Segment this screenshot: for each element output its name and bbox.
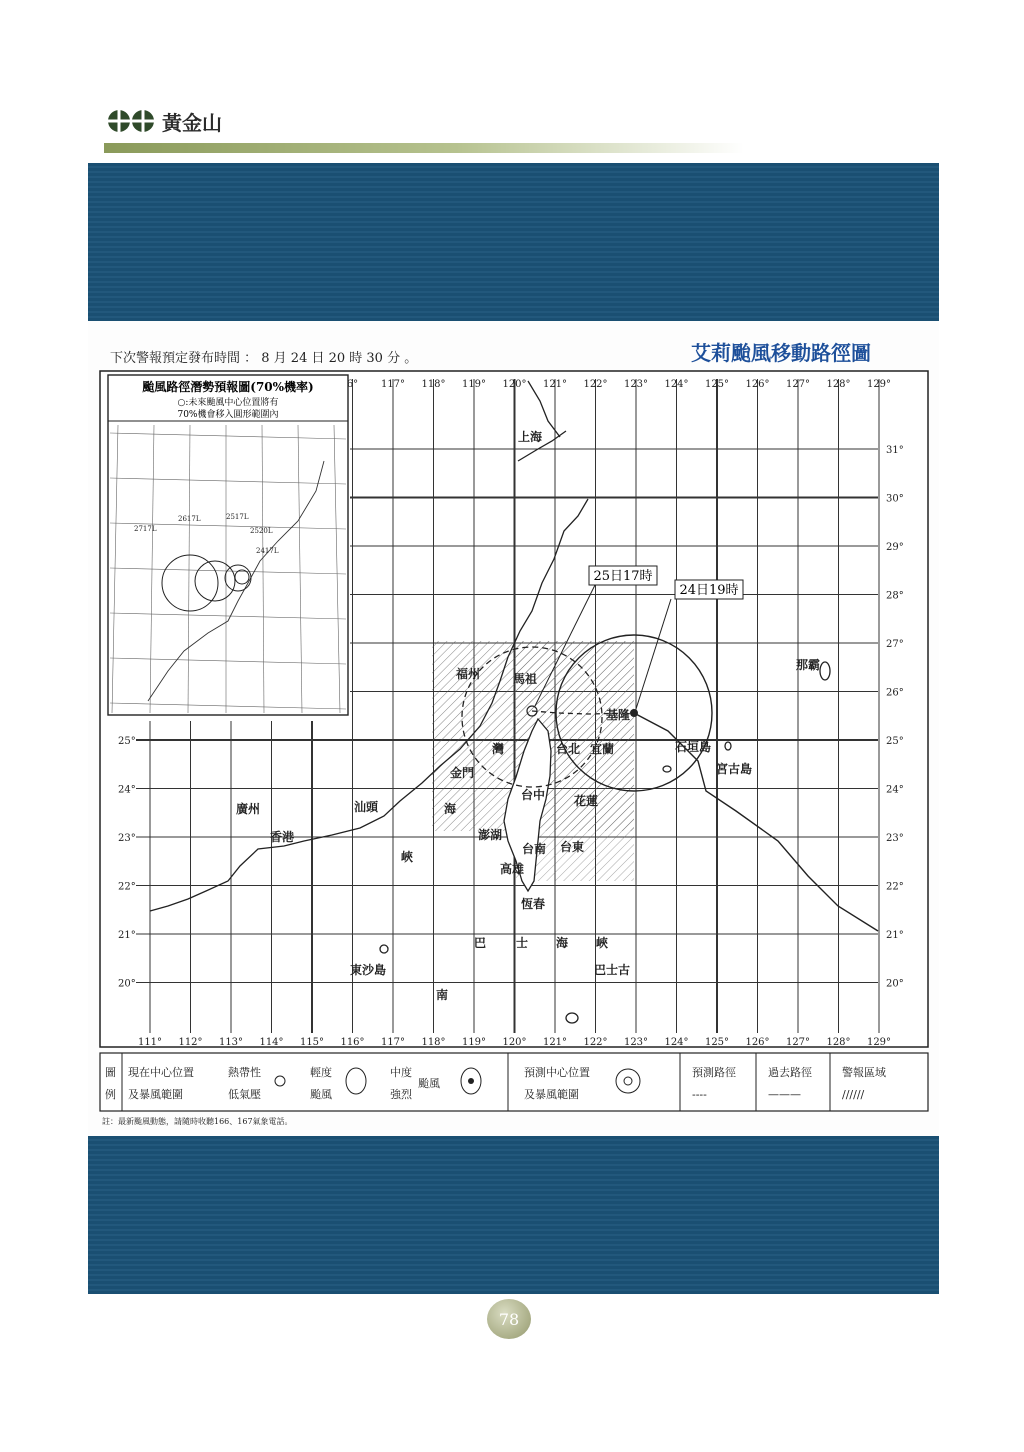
bottom-lon-label: 117° [380, 1037, 406, 1048]
label-bashi-1: 巴 [474, 936, 487, 950]
top-lon-label: 128° [826, 379, 851, 390]
page-number-badge [487, 1299, 531, 1339]
legend-tropical-1: 熱帶性 [228, 1066, 261, 1079]
legend-past-path: 過去路徑 [768, 1066, 812, 1079]
top-lon-label: 119° [461, 379, 487, 390]
place-hongkong: 香港 [270, 830, 295, 844]
place-taichung: 台中 [521, 788, 546, 802]
right-lat-label: 31° [886, 445, 904, 456]
right-lat-label: 26° [886, 687, 904, 699]
map-legend [100, 1053, 928, 1111]
bottom-lon-label: 123° [623, 1037, 649, 1048]
top-lon-label: 117° [380, 379, 406, 390]
right-lat-label: 29° [886, 542, 904, 553]
typhoon-track-map [88, 321, 939, 1136]
top-lon-label: 126° [745, 379, 770, 390]
inset-title: 颱風路徑潛勢預報圖(70%機率) [142, 380, 314, 394]
bottom-lon-label: 122° [583, 1037, 608, 1048]
page-number: 78 [498, 1309, 520, 1329]
label-bashi-4: 峽 [596, 936, 609, 950]
bottom-lon-label: 112° [178, 1037, 203, 1048]
place-taitung: 台東 [560, 840, 585, 854]
top-lon-label: 123° [623, 379, 649, 390]
left-lat-label: 23° [118, 833, 136, 844]
top-lon-label: 6° [346, 379, 359, 390]
inset-note-1: ○:未來颱風中心位置將有 [177, 398, 279, 408]
inset-time-4: 2520L [250, 527, 273, 535]
label-wan: 灣 [492, 742, 505, 756]
current-time-label: 24日19時 [679, 583, 739, 598]
legend-moderate-2: 強烈 [390, 1088, 412, 1101]
label-bashi-3: 海 [556, 936, 569, 950]
right-lat-label: 27° [886, 639, 904, 650]
top-blue-band [88, 163, 939, 321]
bottom-lon-label: 124° [664, 1037, 689, 1048]
top-lon-label: 129° [866, 379, 892, 390]
label-strait-1: 海 [444, 802, 457, 816]
top-lon-label: 127° [785, 379, 811, 390]
forecast-time-label: 25日17時 [593, 569, 653, 584]
bottom-lon-label: 116° [340, 1037, 365, 1048]
bottom-lon-label: 125° [704, 1037, 730, 1048]
top-lon-label: 122° [583, 379, 608, 390]
legend-mild-1: 輕度 [310, 1066, 332, 1079]
legend-current-2: 及暴風範圍 [128, 1088, 183, 1101]
legend-title-2: 例 [105, 1088, 116, 1101]
top-lon-label: 124° [664, 379, 689, 390]
right-lat-label: 20° [886, 978, 904, 990]
place-hualien: 花蓮 [574, 794, 599, 808]
legend-predicted-2: 及暴風範圍 [524, 1088, 579, 1101]
bottom-lon-label: 111° [137, 1037, 163, 1048]
place-kaohsiung: 高雄 [500, 862, 525, 876]
right-lat-label: 23° [886, 833, 904, 844]
legend-title-1: 圖 [105, 1066, 116, 1079]
place-mazu: 馬祖 [513, 672, 538, 686]
legend-warning-sample: ////// [842, 1088, 865, 1101]
bottom-lon-label: 113° [218, 1037, 244, 1048]
right-lat-label: 22° [886, 881, 904, 893]
right-lat-label: 25° [886, 736, 904, 747]
legend-predicted-1: 預測中心位置 [524, 1066, 590, 1079]
legend-forecast-path: 預測路徑 [692, 1066, 736, 1079]
place-tainan: 台南 [522, 842, 547, 856]
place-shanghai: 上海 [518, 430, 543, 444]
label-bashi-2: 士 [516, 936, 529, 950]
bottom-lon-label: 128° [826, 1037, 851, 1048]
right-lat-label: 30° [886, 493, 904, 505]
bottom-lon-label: 121° [542, 1037, 568, 1048]
top-lon-label: 120° [502, 379, 527, 390]
inset-time-3: 2517L [226, 513, 249, 521]
legend-forecast-path-sample: ---- [692, 1088, 707, 1101]
bottom-lon-label: 119° [461, 1037, 487, 1048]
legend-moderate-3: 颱風 [418, 1077, 440, 1090]
inset-time-1: 2717L [134, 525, 157, 533]
inset-probability-map [108, 375, 348, 715]
bottom-lon-label: 129° [866, 1037, 892, 1048]
place-shantou: 汕頭 [354, 800, 379, 814]
legend-mild-2: 颱風 [310, 1088, 332, 1101]
page-header [106, 104, 222, 138]
place-yilan: 宜蘭 [590, 742, 615, 756]
footnote: 註：最新颱風動態，請隨時收聽166、167氣象電話。 [102, 1117, 293, 1126]
bottom-lon-label: 127° [785, 1037, 811, 1048]
place-guangzhou: 廣州 [236, 802, 261, 816]
green-quatrefoil-logo-icon [106, 106, 156, 136]
map-title: 艾莉颱風移動路徑圖 [691, 341, 871, 365]
legend-past-path-sample: ——— [768, 1088, 801, 1101]
header-rule [104, 143, 744, 153]
label-bashi-channel: 巴士古 [594, 963, 631, 977]
legend-moderate-1: 中度 [390, 1066, 412, 1079]
label-strait-2: 峽 [401, 850, 414, 864]
inset-note-2: 70%機會移入圓形範圍內 [177, 410, 279, 420]
place-taipei: 台北 [556, 742, 581, 756]
next-warning-notice: 下次警報預定發布時間 ： 8 月 24 日 20 時 30 分 。 [110, 351, 418, 366]
place-shigaki: 石垣島 [675, 740, 712, 754]
bottom-lon-label: 114° [259, 1037, 284, 1048]
right-lat-label: 24° [886, 784, 904, 796]
place-keelung: 基隆 [606, 708, 631, 722]
left-lat-label: 21° [118, 930, 136, 941]
header-title: 黃金山 [162, 110, 222, 135]
inset-time-2: 2617L [178, 515, 201, 523]
current-center-marker [630, 709, 638, 717]
legend-tropical-2: 低氣壓 [228, 1088, 261, 1101]
place-miyako: 宮古島 [716, 762, 753, 776]
bottom-lon-label: 115° [299, 1037, 325, 1048]
place-fuzhou: 福州 [456, 667, 481, 681]
bottom-lon-label: 118° [421, 1037, 446, 1048]
place-naha: 那霸 [796, 658, 821, 672]
legend-current-1: 現在中心位置 [128, 1066, 194, 1079]
left-lat-label: 20° [118, 978, 136, 990]
top-lon-label: 118° [421, 379, 446, 390]
bottom-lon-label: 120° [502, 1037, 527, 1048]
right-lat-label: 28° [886, 590, 904, 602]
label-nan: 南 [436, 988, 449, 1002]
top-lon-label: 125° [704, 379, 730, 390]
legend-warning-area: 警報區域 [842, 1066, 886, 1079]
place-dongsha: 東沙島 [350, 963, 387, 977]
place-kinmen: 金門 [450, 766, 475, 780]
left-lat-label: 22° [118, 881, 136, 893]
place-hengchun: 恆春 [521, 897, 546, 911]
place-penghu: 澎湖 [478, 828, 503, 842]
bottom-lon-label: 126° [745, 1037, 770, 1048]
left-lat-label: 24° [118, 784, 136, 796]
inset-time-5: 2417L [256, 547, 279, 555]
right-lat-label: 21° [886, 930, 904, 941]
bottom-blue-band [88, 1136, 939, 1294]
top-lon-label: 121° [542, 379, 568, 390]
left-lat-label: 25° [118, 736, 136, 747]
